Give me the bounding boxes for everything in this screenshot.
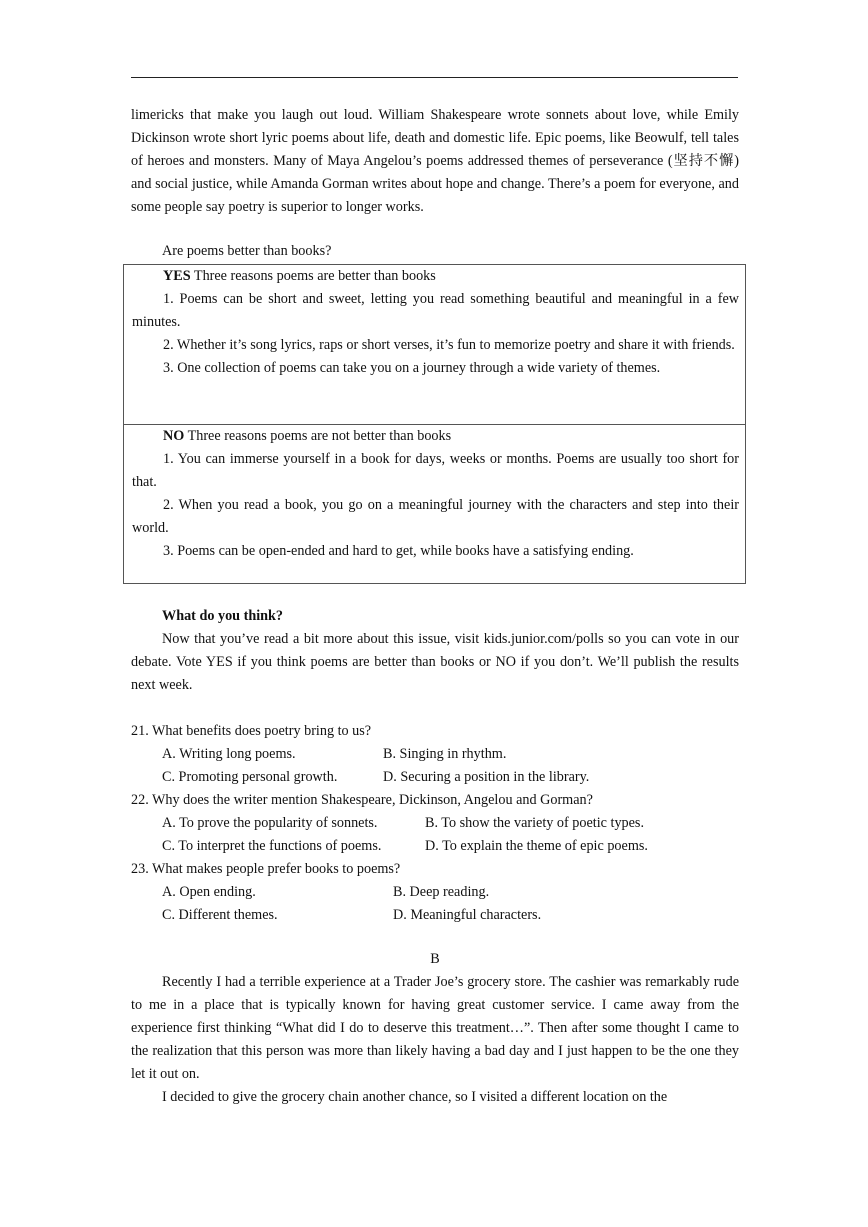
question-22-option-b[interactable]: B. To show the variety of poetic types. xyxy=(425,815,645,831)
question-21-option-d[interactable]: D. Securing a position in the library. xyxy=(383,769,590,785)
no-point-3: 3. Poems can be open-ended and hard to get, while books have a satisfying ending. xyxy=(163,543,634,559)
question-23-options-row-2 xyxy=(131,904,739,927)
no-heading xyxy=(132,425,739,448)
question-22-option-a[interactable]: A. To prove the popularity of sonnets. xyxy=(162,815,378,831)
question-23-option-c[interactable]: C. Different themes. xyxy=(162,907,278,923)
yes-heading-text: Three reasons poems are better than books xyxy=(190,268,436,284)
yes-tag: YES xyxy=(163,268,191,284)
yes-heading xyxy=(132,265,739,288)
debate-question: Are poems better than books? xyxy=(162,243,332,259)
document-body xyxy=(131,104,739,1109)
no-tag: NO xyxy=(163,428,185,444)
think-heading-text: What do you think? xyxy=(162,608,284,624)
debate-table xyxy=(123,264,746,584)
section-b-heading: B xyxy=(430,951,440,967)
question-21-options-row-1 xyxy=(131,743,739,766)
think-body: Now that you’ve read a bit more about this issue, visit kids.junior.com/polls so you can vote in our debate. Vote YES if you think poems are better than books or NO if you don’t. We’ll publish the results next week. xyxy=(131,631,739,693)
no-point-2: 2. When you read a book, you go on a meaningful journey with the characters and step into their world. xyxy=(132,497,739,536)
no-point-1: 1. You can immerse yourself in a book for days, weeks or months. Poems are usually too short for that. xyxy=(132,451,739,490)
think-heading xyxy=(131,605,739,628)
section-b-paragraph-1: Recently I had a terrible experience at a Trader Joe’s grocery store. The cashier was remarkably rude to me in a place that is typically known for having great customer service. I came away from the experience first thinking “What did I do to deserve this treatment…”. Then after some thought I came to the realization that this person was more than likely having a bad day and I just happen to be the one they let it out on. xyxy=(131,974,739,1082)
question-23-options-row-1 xyxy=(131,881,739,904)
question-22-option-c[interactable]: C. To interpret the functions of poems. xyxy=(162,838,382,854)
question-23-option-b[interactable]: B. Deep reading. xyxy=(393,884,490,900)
yes-point-1: 1. Poems can be short and sweet, letting you read something beautiful and meaningful in a few minutes. xyxy=(132,291,739,330)
question-22-options-row-2 xyxy=(131,835,739,858)
header-rule xyxy=(131,77,738,78)
question-21-option-c[interactable]: C. Promoting personal growth. xyxy=(162,769,338,785)
yes-point-3: 3. One collection of poems can take you on a journey through a wide variety of themes. xyxy=(163,360,661,376)
question-23-option-d[interactable]: D. Meaningful characters. xyxy=(393,907,542,923)
question-23-stem: 23. What makes people prefer books to poems? xyxy=(131,861,401,877)
question-22-stem: 22. Why does the writer mention Shakespeare, Dickinson, Angelou and Gorman? xyxy=(131,792,593,808)
no-heading-text: Three reasons poems are not better than books xyxy=(184,428,452,444)
question-22-options-row-1 xyxy=(131,812,739,835)
question-21-option-b[interactable]: B. Singing in rhythm. xyxy=(383,746,507,762)
no-section xyxy=(124,425,745,583)
question-21-stem: 21. What benefits does poetry bring to us? xyxy=(131,723,372,739)
yes-point-2: 2. Whether it’s song lyrics, raps or short verses, it’s fun to memorize poetry and share it with friends. xyxy=(163,337,735,353)
question-21-option-a[interactable]: A. Writing long poems. xyxy=(162,746,296,762)
question-21-options-row-2 xyxy=(131,766,739,789)
intro-paragraph: limericks that make you laugh out loud. William Shakespeare wrote sonnets about love, while Emily Dickinson wrote short lyric poems about life, death and domestic life. Epic poems, like Beowulf, tell tales of heroes and monsters. Many of Maya Angelou’s poems addressed themes of perseverance (坚持不懈) and social justice, while Amanda Gorman writes about hope and change. There’s a poem for everyone, and some people say poetry is superior to longer works. xyxy=(131,107,739,215)
question-23-option-a[interactable]: A. Open ending. xyxy=(162,884,256,900)
question-22-option-d[interactable]: D. To explain the theme of epic poems. xyxy=(425,838,648,854)
yes-section xyxy=(124,265,745,425)
section-b-paragraph-2: I decided to give the grocery chain another chance, so I visited a different location on the xyxy=(162,1089,668,1105)
